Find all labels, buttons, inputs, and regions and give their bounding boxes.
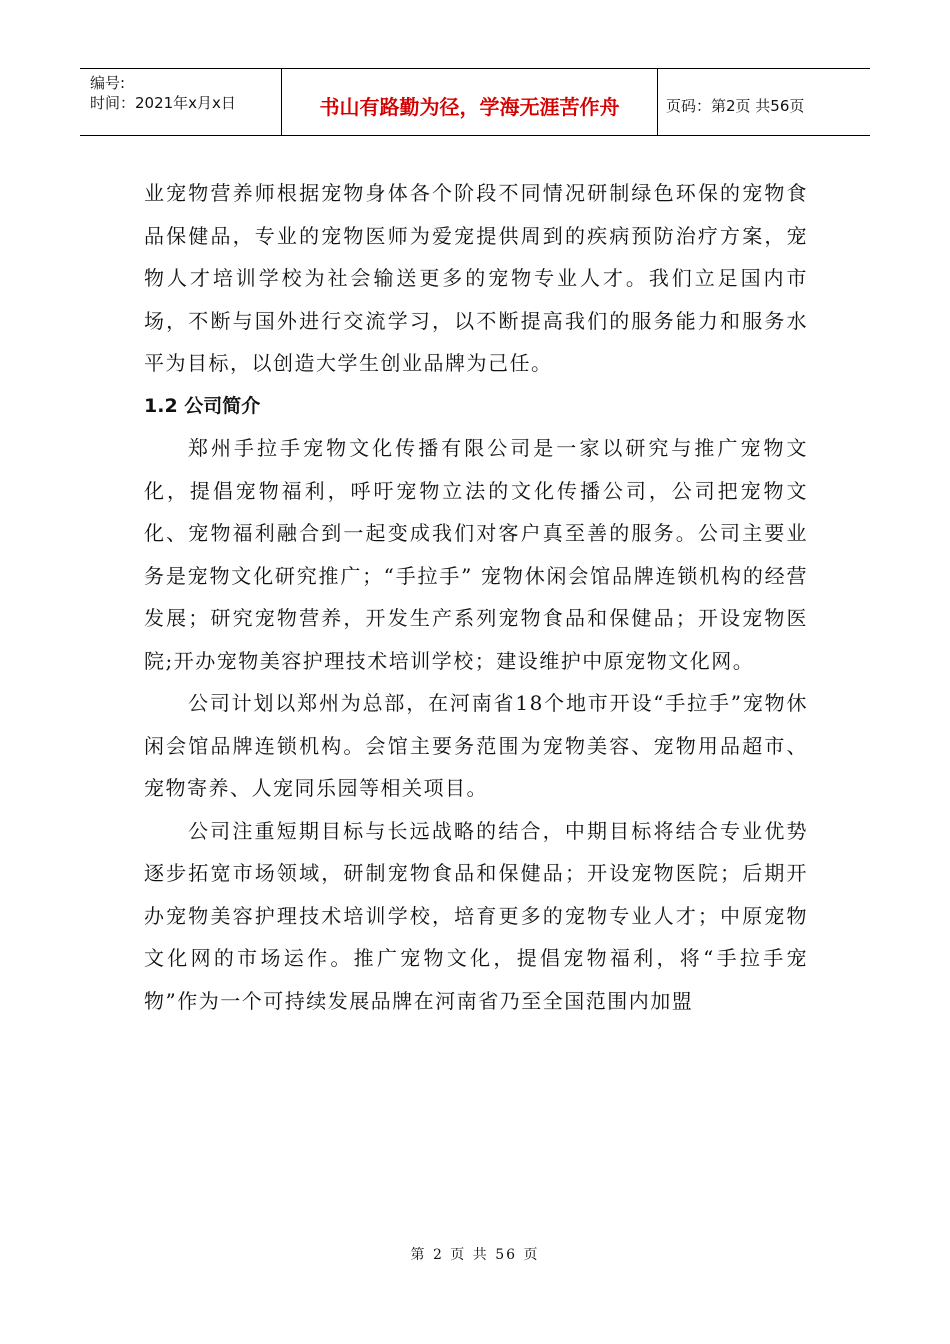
document-body [144,172,808,1022]
body-paragraph-2: 郑州手拉手宠物文化传播有限公司是一家以研究与推广宠物文化，提倡宠物福利，呼吁宠物立法的文化传播公司，公司把宠物文化、宠物福利融合到一起变成我们对客户真至善的服务。公司主要业务是宠物文化研究推广；“手拉手” 宠物休闲会馆品牌连锁机构的经营发展；研究宠物营养，开发生产系列宠物食品和保健品；开设宠物医院;开办宠物美容护理技术培训学校；建设维护中原宠物文化网。 [144,436,808,673]
body-paragraph-1: 业宠物营养师根据宠物身体各个阶段不同情况研制绿色环保的宠物食品保健品，专业的宠物医师为爱宠提供周到的疾病预防治疗方案，宠物人才培训学校为社会输送更多的宠物专业人才。我们立足国内市场，不断与国外进行交流学习，以不断提高我们的服务能力和服务水平为目标，以创造大学生创业品牌为己任。 [144,181,808,375]
body-paragraph-3: 公司计划以郑州为总部，在河南省18个地市开设“手拉手”宠物休闲会馆品牌连锁机构。会馆主要务范围为宠物美容、宠物用品超市、宠物寄养、人宠同乐园等相关项目。 [144,691,808,800]
page-header [80,68,870,136]
body-paragraph-4: 公司注重短期目标与长远战略的结合，中期目标将结合专业优势逐步拓宽市场领域，研制宠物食品和保健品；开设宠物医院；后期开办宠物美容护理技术培训学校，培育更多的宠物专业人才；中原宠物文化网的市场运作。推广宠物文化，提倡宠物福利，将“手拉手宠物”作为一个可持续发展品牌在河南省乃至全国范围内加盟 [144,818,808,1013]
header-motto: 书山有路勤为径，学海无涯苦作舟 [282,69,658,135]
header-page-info: 页码：第2页 共56页 [666,96,805,115]
document-time-label: 时间：2021年x月x日 [90,94,236,112]
header-meta-cell [80,69,282,135]
section-heading: 1.2 公司简介 [144,394,261,417]
document-number-label: 编号: [90,74,126,92]
page-footer: 第 2 页 共 56 页 [410,1247,540,1263]
